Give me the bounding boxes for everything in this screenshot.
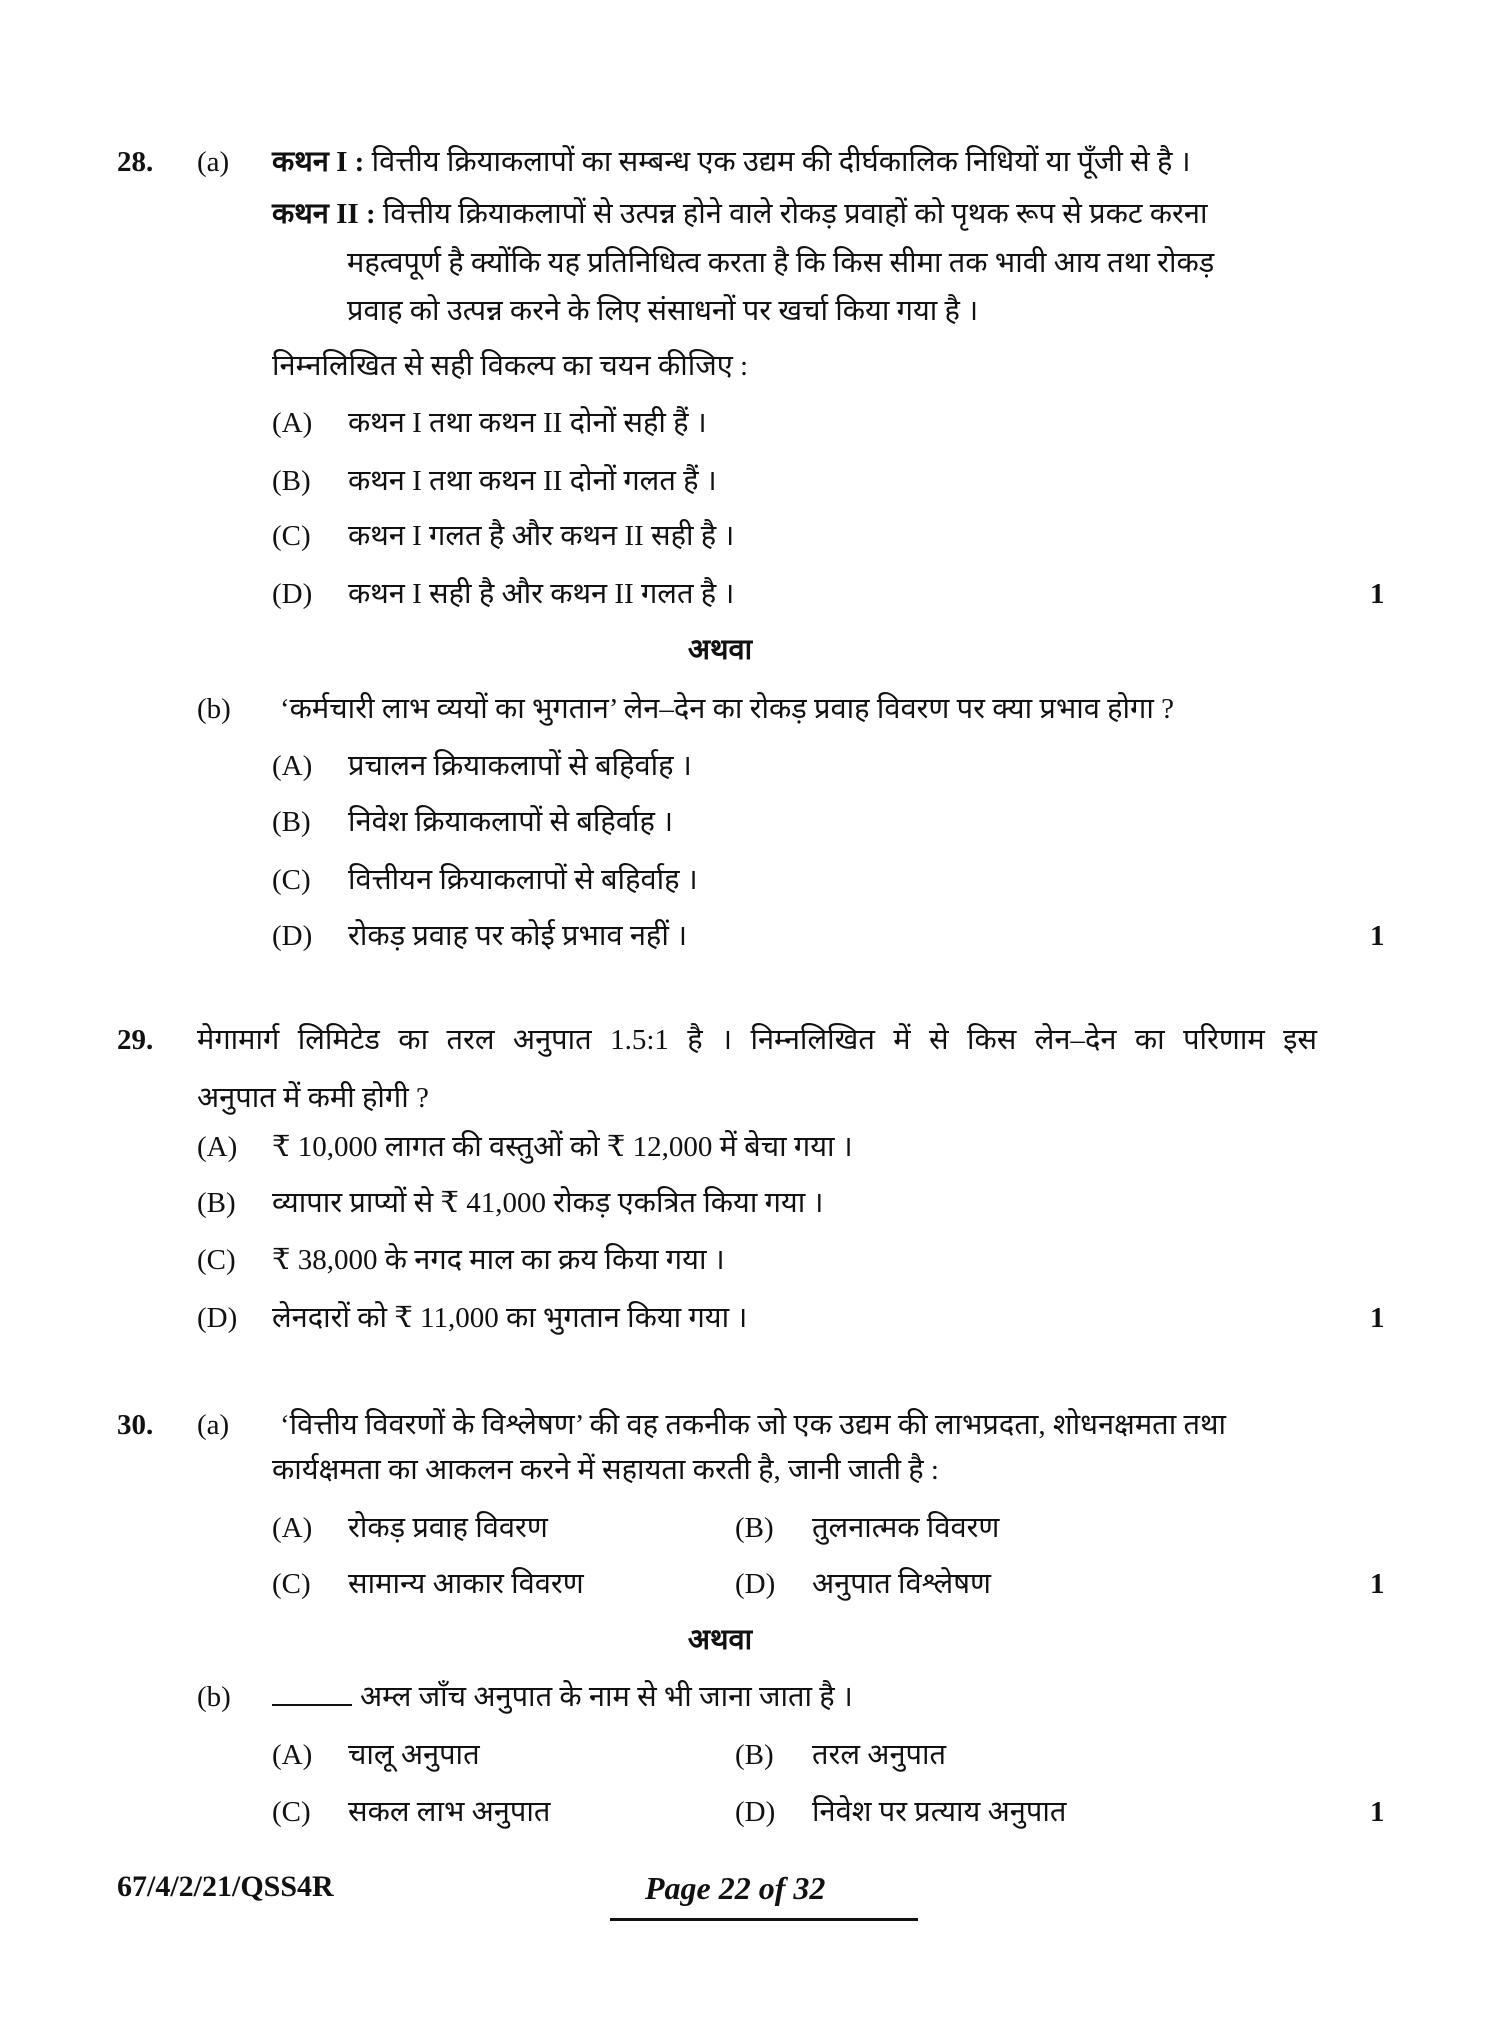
page-number: Page 22 of 32 — [645, 1870, 826, 1906]
statement-1-text: वित्तीय क्रियाकलापों का सम्बन्ध एक उद्यम की दीर्घकालिक निधियों या पूँजी से है । — [371, 146, 1191, 178]
paper-code: 67/4/2/21/QSS4R — [117, 1870, 334, 1903]
option-label: (C) — [197, 1244, 236, 1276]
question-text: ‘कर्मचारी लाभ व्ययों का भुगतान’ लेन–देन का रोकड़ प्रवाह विवरण पर क्या प्रभाव होगा ? — [280, 693, 1174, 725]
marks: 1 — [1370, 578, 1385, 610]
option-label: (B) — [272, 806, 311, 838]
option-label: (C) — [272, 1796, 311, 1828]
option-label: (D) — [197, 1302, 238, 1334]
option-text: कथन I तथा कथन II दोनों सही हैं । — [348, 407, 707, 439]
question-number: 30. — [117, 1409, 154, 1441]
option-text: तरल अनुपात — [812, 1739, 947, 1771]
or-divider: अथवा — [687, 634, 753, 666]
option-text: ₹ 10,000 लागत की वस्तुओं को ₹ 12,000 में बेचा गया । — [272, 1131, 853, 1163]
option-text: निवेश क्रियाकलापों से बहिर्वाह । — [348, 806, 674, 838]
question-text — [272, 1679, 853, 1715]
option-label: (B) — [197, 1187, 236, 1219]
question-text-body: अम्ल जाँच अनुपात के नाम से भी जाना जाता है । — [360, 1681, 853, 1713]
option-label: (A) — [197, 1131, 238, 1163]
option-label: (A) — [272, 750, 313, 782]
part-label: (b) — [197, 693, 231, 725]
option-text: कथन I सही है और कथन II गलत है । — [348, 578, 735, 610]
option-text: सामान्य आकार विवरण — [348, 1568, 584, 1600]
option-text: निवेश पर प्रत्याय अनुपात — [812, 1796, 1067, 1828]
option-text: रोकड़ प्रवाह विवरण — [348, 1512, 548, 1544]
option-text: अनुपात विश्लेषण — [812, 1568, 991, 1600]
option-label: (D) — [735, 1568, 776, 1600]
part-label: (b) — [197, 1681, 231, 1713]
option-text: वित्तीयन क्रियाकलापों से बहिर्वाह । — [348, 864, 698, 896]
question-text: ‘वित्तीय विवरणों के विश्लेषण’ की वह तकनीक जो एक उद्यम की लाभप्रदता, शोधनक्षमता तथा — [280, 1409, 1227, 1441]
option-text: प्रचालन क्रियाकलापों से बहिर्वाह । — [348, 750, 692, 782]
option-text: तुलनात्मक विवरण — [812, 1512, 1000, 1544]
option-text: कथन I गलत है और कथन II सही है । — [348, 520, 735, 552]
question-text: मेगामार्ग लिमिटेड का तरल अनुपात 1.5:1 है । निम्नलिखित में से किस लेन–देन का परिणाम इस — [197, 1024, 1317, 1056]
option-label: (C) — [272, 1568, 311, 1600]
option-label: (D) — [735, 1796, 776, 1828]
option-label: (A) — [272, 407, 313, 439]
part-label: (a) — [197, 146, 230, 178]
footer-rule — [610, 1918, 918, 1921]
option-text: सकल लाभ अनुपात — [348, 1796, 551, 1828]
instruction: निम्नलिखित से सही विकल्प का चयन कीजिए : — [272, 350, 749, 382]
question-text: कार्यक्षमता का आकलन करने में सहायता करती है, जानी जाती है : — [272, 1454, 939, 1486]
option-text: चालू अनुपात — [348, 1739, 480, 1771]
option-label: (C) — [272, 520, 311, 552]
option-label: (B) — [272, 465, 311, 497]
option-label: (D) — [272, 920, 313, 952]
option-label: (A) — [272, 1739, 313, 1771]
option-text: व्यापार प्राप्यों से ₹ 41,000 रोकड़ एकत्रित किया गया । — [272, 1187, 824, 1219]
statement-2-text: महत्वपूर्ण है क्योंकि यह प्रतिनिधित्व करता है कि किस सीमा तक भावी आय तथा रोकड़ — [347, 247, 1215, 279]
statement-2-text: वित्तीय क्रियाकलापों से उत्पन्न होने वाले रोकड़ प्रवाहों को पृथक रूप से प्रकट करना — [382, 198, 1208, 230]
or-divider: अथवा — [687, 1624, 753, 1656]
statement-2 — [272, 196, 1207, 232]
part-label: (a) — [197, 1409, 230, 1441]
marks: 1 — [1370, 1302, 1385, 1334]
statement-1-label: कथन I : — [272, 146, 365, 178]
question-number: 28. — [117, 146, 154, 178]
marks: 1 — [1370, 1568, 1385, 1600]
fill-in-blank — [272, 1680, 352, 1706]
option-text: ₹ 38,000 के नगद माल का क्रय किया गया । — [272, 1244, 725, 1276]
statement-1 — [272, 144, 1191, 180]
option-label: (A) — [272, 1512, 313, 1544]
option-label: (B) — [735, 1512, 774, 1544]
marks: 1 — [1370, 920, 1385, 952]
option-label: (D) — [272, 578, 313, 610]
option-text: लेनदारों को ₹ 11,000 का भुगतान किया गया । — [272, 1302, 748, 1334]
option-text: कथन I तथा कथन II दोनों गलत हैं । — [348, 465, 717, 497]
statement-2-label: कथन II : — [272, 198, 376, 230]
option-label: (C) — [272, 864, 311, 896]
option-text: रोकड़ प्रवाह पर कोई प्रभाव नहीं । — [348, 920, 688, 952]
statement-2-text: प्रवाह को उत्पन्न करने के लिए संसाधनों पर खर्चा किया गया है । — [347, 295, 979, 327]
option-label: (B) — [735, 1739, 774, 1771]
question-number: 29. — [117, 1024, 154, 1056]
question-text: अनुपात में कमी होगी ? — [197, 1082, 429, 1114]
marks: 1 — [1370, 1796, 1385, 1828]
